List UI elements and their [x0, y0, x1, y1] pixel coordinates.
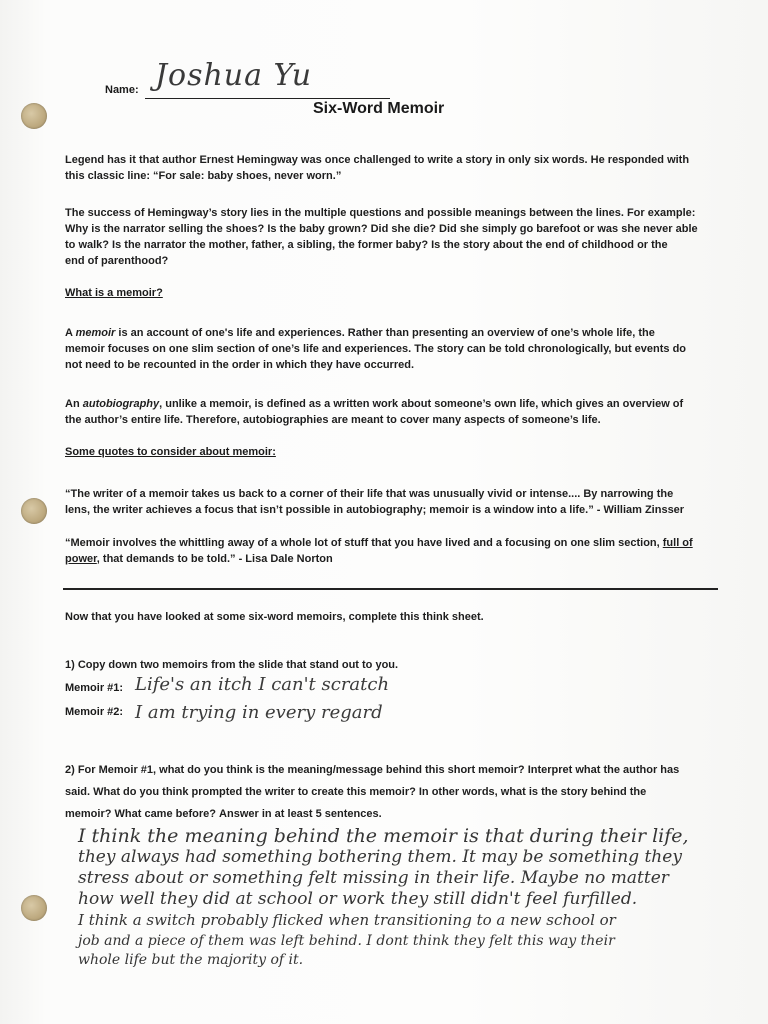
page-title: Six-Word Memoir — [313, 100, 445, 117]
memoir-1-handwritten: Life's an itch I can't scratch — [135, 674, 390, 695]
zinsser-quote-line-2: lens, the writer achieves a focus that isn’t possible in autobiography; memoir is a window into a life.” - William Zinsser — [65, 504, 685, 516]
autobiography-definition — [65, 396, 715, 428]
hemingway-quote: “For sale: baby shoes, never worn.” — [153, 170, 342, 182]
autobiography-term: autobiography — [82, 398, 160, 410]
success-paragraph — [65, 205, 715, 269]
question-1: 1) Copy down two memoirs from the slide that stand out to you. — [65, 659, 399, 671]
q2-line-1: 2) For Memoir #1, what do you think is the meaning/message behind this short memoir? Interpret what the author has — [65, 764, 680, 776]
memoir-1-label: Memoir #1: — [65, 682, 124, 694]
autobio-def-line-1: , unlike a memoir, is defined as a written work about someone’s own life, which gives an overview of — [159, 398, 684, 410]
memoir-2-label: Memoir #2: — [65, 706, 124, 718]
memoir-def-prefix: A — [65, 327, 76, 339]
success-line-2: Why is the narrator selling the shoes? Is the baby grown? Did she die? Did she simply go barefoot or was she never able — [65, 223, 698, 235]
success-line-4: end of parenthood? — [65, 255, 169, 267]
memoir-term: memoir — [75, 327, 116, 339]
memoir-def-line-2: memoir focuses on one slim section of one’s life and experiences. The story can be told chronologically, but events do — [65, 343, 687, 355]
autobio-def-line-2: the author’s entire life. Therefore, autobiographies are meant to cover many aspects of someone’s life. — [65, 414, 601, 426]
zinsser-quote — [65, 486, 715, 518]
name-underline — [145, 98, 390, 99]
norton-quote-line-1: “Memoir involves the whittling away of a whole lot of stuff that you have lived and a focusing on one slim section, — [65, 537, 663, 549]
success-line-1: The success of Hemingway’s story lies in the multiple questions and possible meanings between the lines. For example: — [65, 207, 696, 219]
question-2 — [65, 759, 715, 825]
norton-underlined-1: full of — [662, 537, 693, 549]
answer-line-2: they always had something bothering them. It may be something they — [78, 847, 682, 867]
autobio-def-prefix: An — [65, 398, 83, 410]
intro-paragraph — [65, 152, 715, 184]
memoir-1-row — [65, 674, 390, 695]
zinsser-quote-line-1: “The writer of a memoir takes us back to a corner of their life that was unusually vivid or intense.... By narrowing the — [65, 488, 674, 500]
success-line-3: to walk? Is the narrator the mother, father, a sibling, the former baby? Is the story about the end of childhood or the — [65, 239, 668, 251]
quotes-heading: Some quotes to consider about memoir: — [65, 446, 276, 458]
memoir-definition — [65, 325, 715, 373]
punch-hole-top — [21, 103, 47, 129]
name-handwritten: Joshua Yu — [155, 58, 313, 93]
answer-line-5: I think a switch probably flicked when transitioning to a new school or — [78, 911, 616, 929]
memoir-def-line-1: is an account of one's life and experiences. Rather than presenting an overview of one’s whole life, the — [115, 327, 655, 339]
answer-line-1: I think the meaning behind the memoir is that during their life, — [78, 825, 689, 847]
answer-line-4: how well they did at school or work they still didn't feel furfilled. — [78, 889, 638, 909]
answer-line-7: whole life but the majority of it. — [78, 952, 304, 968]
q2-requirement: Answer in at least 5 sentences. — [219, 808, 382, 820]
norton-underlined-2: power — [65, 553, 97, 565]
handwritten-answer — [78, 826, 758, 968]
answer-line-3: stress about or something felt missing in their life. Maybe no matter — [78, 868, 669, 888]
norton-quote-line-2: , that demands to be told.” - Lisa Dale Norton — [96, 553, 333, 565]
memoir-def-line-3: not need to be recounted in the order in which they have occurred. — [65, 359, 414, 371]
punch-hole-bottom — [21, 895, 47, 921]
q2-line-2: said. What do you think prompted the writer to create this memoir? In other words, what is the story behind the — [65, 786, 647, 798]
what-is-memoir-heading: What is a memoir? — [65, 287, 163, 299]
punch-hole-middle — [21, 498, 47, 524]
memoir-2-row — [65, 702, 383, 723]
answer-line-6: job and a piece of them was left behind. I dont think they felt this way their — [78, 933, 615, 949]
q2-line-3-prefix: memoir? What came before? — [65, 808, 220, 820]
section-divider — [63, 588, 718, 590]
intro-line-2-prefix: this classic line: — [65, 170, 154, 182]
instruction-text: Now that you have looked at some six-word memoirs, complete this think sheet. — [65, 611, 484, 623]
intro-line-1: Legend has it that author Ernest Hemingway was once challenged to write a story in only six words. He responded with — [65, 154, 690, 166]
norton-quote — [65, 535, 715, 567]
name-label: Name: — [105, 84, 139, 96]
memoir-2-handwritten: I am trying in every regard — [135, 702, 383, 723]
